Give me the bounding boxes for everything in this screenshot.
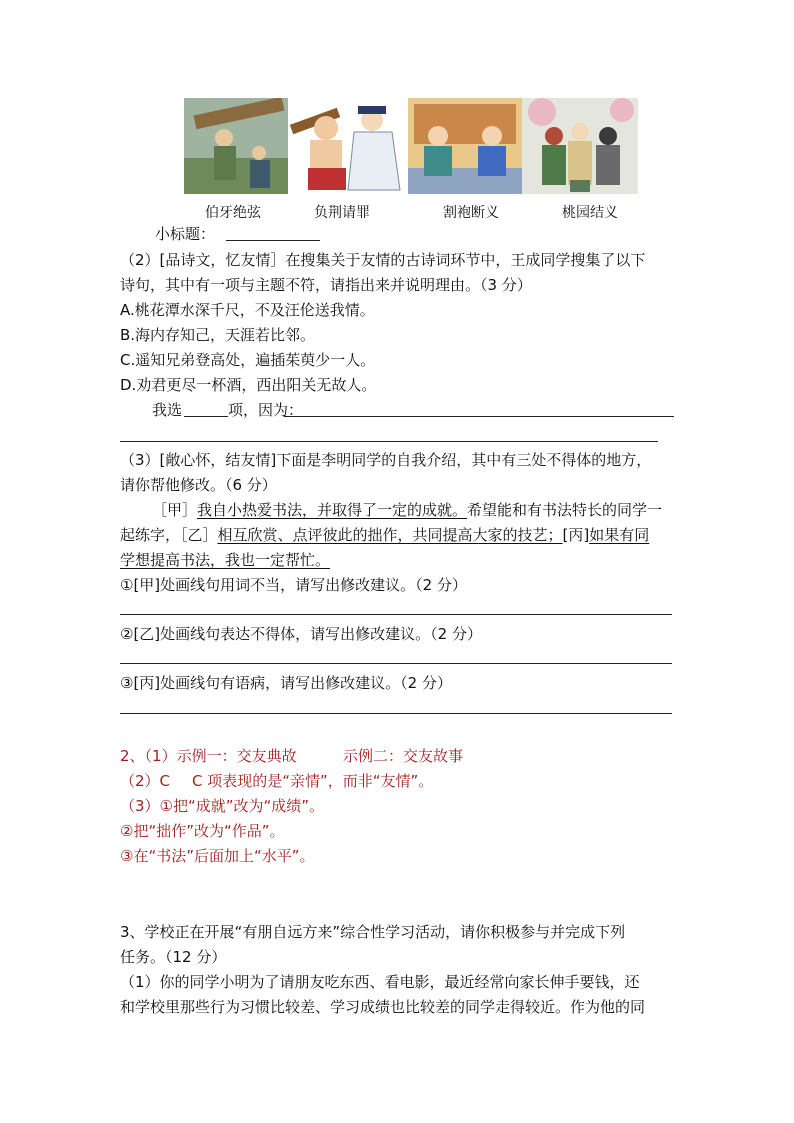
boya-picture bbox=[184, 98, 288, 194]
q2-reason-label: 项，因为： bbox=[228, 401, 304, 419]
q3-passage-mid: 希望能和有书法特长的同学一 bbox=[467, 501, 663, 519]
q-next-line-4: 和学校里那些行为习惯比较差、学习成绩也比较差的同学走得较近。作为他的同 bbox=[120, 998, 646, 1016]
q2-choice-label: 我选 bbox=[152, 401, 183, 419]
q3-sub-3-blank[interactable] bbox=[120, 713, 672, 714]
q3-intro-2: 请你帮他修改。（6 分） bbox=[120, 476, 277, 494]
caption-taoyuan: 桃园结义 bbox=[562, 205, 618, 221]
q3-sub-2-blank[interactable] bbox=[120, 663, 672, 664]
q3-sub-1-blank[interactable] bbox=[120, 614, 672, 615]
answer-3: （3）①把“成就”改为“成绩”。 bbox=[120, 797, 325, 815]
answer-5: ③在“书法”后面加上“水平”。 bbox=[120, 847, 315, 865]
q3-intro-1: （3）[敞心怀，结友情]下面是李明同学的自我介绍，其中有三处不得体的地方， bbox=[120, 451, 652, 469]
illustration-fujing bbox=[288, 98, 408, 194]
q3-underline-yi: 相互欣赏、点评彼此的拙作，共同提高大家的技艺； bbox=[217, 526, 563, 544]
caption-gepao: 割袍断义 bbox=[443, 205, 499, 221]
q2-intro-1: （2）[品诗文，忆友情］在搜集关于友情的古诗词环节中，王成同学搜集了以下 bbox=[120, 251, 646, 269]
answer-1-b: 示例二：交友故事 bbox=[343, 747, 464, 765]
caption-fujing: 负荆请罪 bbox=[314, 205, 370, 221]
q3-underline-bing-1: 如果有同 bbox=[589, 526, 650, 544]
q3-tag-bing: [丙] bbox=[562, 526, 590, 544]
q2-option-a: A.桃花潭水深千尺，不及汪伦送我情。 bbox=[120, 301, 375, 319]
q3-underline-bing-2: 学想提高书法，我也一定帮忙。 bbox=[120, 551, 331, 569]
q3-sub-1: ①[甲]处画线句用词不当，请写出修改建议。（2 分） bbox=[120, 576, 467, 594]
q-next-line-2: 任务。（12 分） bbox=[120, 948, 227, 966]
taoyuan-picture bbox=[522, 98, 638, 194]
q2-option-c: C.遥知兄弟登高处，遍插茱萸少一人。 bbox=[120, 351, 376, 369]
answer-2-a: （2）C bbox=[120, 772, 171, 790]
illustration-gepao bbox=[408, 98, 522, 194]
q2-reason-blank[interactable] bbox=[284, 416, 674, 417]
caption-boya: 伯牙绝弦 bbox=[205, 205, 261, 221]
q3-passage-line-3 bbox=[120, 550, 330, 570]
answer-2-b: C 项表现的是“亲情”，而非“友情”。 bbox=[192, 772, 434, 790]
illustration-boya bbox=[184, 98, 288, 194]
q3-underline-jia: 我自小热爱书法，并取得了一定的成就。 bbox=[197, 501, 468, 519]
q3-tag-jia: ［甲］ bbox=[152, 501, 198, 519]
q2-choice-blank[interactable] bbox=[184, 416, 228, 417]
q2-reason-blank-2[interactable] bbox=[120, 441, 658, 442]
q3-sub-3: ③[丙]处画线句有语病，请写出修改建议。（2 分） bbox=[120, 674, 452, 692]
q2-option-d: D.劝君更尽一杯酒，西出阳关无故人。 bbox=[120, 376, 377, 394]
illustration-taoyuan bbox=[522, 98, 638, 194]
q3-passage-line-2 bbox=[120, 525, 649, 545]
q-next-line-1: 3、学校正在开展“有朋自远方来”综合性学习活动，请你积极参与并完成下列 bbox=[120, 923, 626, 941]
subtitle-blank[interactable] bbox=[226, 240, 320, 241]
answer-1-a: 2、（1）示例一：交友典故 bbox=[120, 747, 297, 765]
subtitle-label: 小标题： bbox=[155, 225, 216, 243]
q2-intro-2: 诗句，其中有一项与主题不符，请指出来并说明理由。（3 分） bbox=[120, 276, 532, 294]
q3-sub-2: ②[乙]处画线句表达不得体，请写出修改建议。（2 分） bbox=[120, 625, 482, 643]
fujing-picture bbox=[288, 98, 408, 194]
q3-passage-line2-start: 起练字，［乙］ bbox=[120, 526, 218, 544]
gepao-picture bbox=[408, 98, 522, 194]
q3-passage-line-1 bbox=[152, 500, 662, 520]
q2-option-b: B.海内存知己，天涯若比邻。 bbox=[120, 326, 316, 344]
answer-4: ②把“拙作”改为“作品”。 bbox=[120, 822, 285, 840]
q-next-line-3: （1）你的同学小明为了请朋友吃东西、看电影，最近经常向家长伸手要钱，还 bbox=[120, 973, 640, 991]
